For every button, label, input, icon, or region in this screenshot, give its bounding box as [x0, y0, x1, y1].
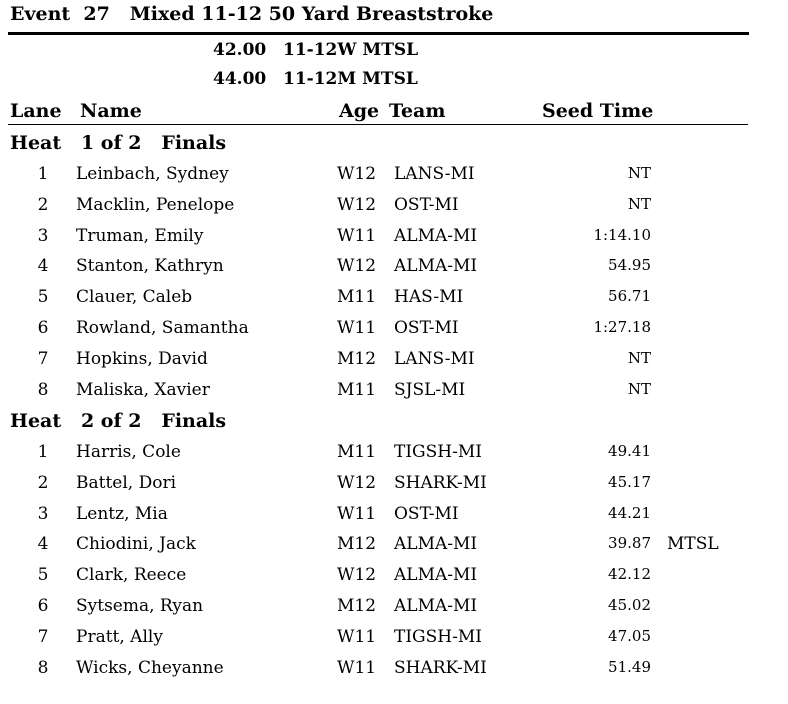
seed-time: NT [627, 380, 651, 398]
lane-number: 4 [37, 256, 49, 276]
seed-time: 39.87 [608, 534, 651, 552]
table-row [0, 164, 788, 195]
lane-number: 5 [37, 565, 49, 585]
table-row [0, 256, 788, 287]
lane-number: 3 [37, 226, 49, 246]
swimmer-name: Truman, Emily [76, 226, 204, 246]
swimmer-team: ALMA-MI [394, 565, 478, 585]
swimmer-team: HAS-MI [394, 287, 464, 307]
swimmer-age: W12 [337, 565, 377, 585]
swimmer-name: Maliska, Xavier [76, 380, 210, 400]
swimmer-name: Battel, Dori [76, 473, 177, 493]
lane-number: 1 [37, 442, 49, 462]
lane-number: 2 [37, 473, 49, 493]
swimmer-age: W11 [337, 658, 377, 678]
table-row [0, 318, 788, 349]
swimmer-team: TIGSH-MI [394, 442, 482, 462]
swimmer-team: LANS-MI [394, 349, 475, 369]
table-row [0, 565, 788, 596]
swimmer-name: Stanton, Kathryn [76, 256, 224, 276]
heat-header: Heat 2 of 2 Finals [10, 410, 227, 432]
swimmer-age: W12 [337, 256, 377, 276]
swimmer-name: Wicks, Cheyanne [76, 658, 224, 678]
swimmer-age: W11 [337, 504, 377, 524]
swimmer-name: Rowland, Samantha [76, 318, 249, 338]
seed-time: 47.05 [608, 627, 651, 645]
column-header-lane: Lane [10, 100, 62, 122]
seed-time: 45.02 [608, 596, 651, 614]
lane-number: 7 [37, 627, 49, 647]
table-row [0, 658, 788, 689]
swimmer-age: M11 [337, 287, 377, 307]
swimmer-team: ALMA-MI [394, 226, 478, 246]
seed-time: 49.41 [608, 442, 651, 460]
column-header-seed-time: Seed Time [542, 100, 654, 122]
table-row [0, 380, 788, 411]
swimmer-team: SHARK-MI [394, 658, 487, 678]
table-row [0, 473, 788, 504]
seed-time: 42.12 [608, 565, 651, 583]
lane-number: 6 [37, 596, 49, 616]
swimmer-age: W11 [337, 627, 377, 647]
standard-label: 11-12W MTSL [283, 40, 419, 60]
swimmer-age: W11 [337, 226, 377, 246]
swimmer-name: Leinbach, Sydney [76, 164, 229, 184]
seed-time: 1:14.10 [593, 226, 651, 244]
swimmer-team: SHARK-MI [394, 473, 487, 493]
swimmer-name: Hopkins, David [76, 349, 208, 369]
standard-time: 44.00 [213, 69, 267, 89]
lane-number: 6 [37, 318, 49, 338]
swimmer-team: ALMA-MI [394, 534, 478, 554]
header-divider [8, 124, 748, 125]
swimmer-age: M11 [337, 442, 377, 462]
swimmer-age: W11 [337, 318, 377, 338]
seed-time: 44.21 [608, 504, 651, 522]
table-row [0, 442, 788, 473]
table-row [0, 287, 788, 318]
heat-header: Heat 1 of 2 Finals [10, 132, 227, 154]
lane-number: 3 [37, 504, 49, 524]
swimmer-team: TIGSH-MI [394, 627, 482, 647]
lane-number: 2 [37, 195, 49, 215]
table-row [0, 627, 788, 658]
swimmer-name: Lentz, Mia [76, 504, 168, 524]
standard-line [213, 40, 418, 60]
seed-time: 54.95 [608, 256, 651, 274]
swimmer-team: ALMA-MI [394, 596, 478, 616]
swimmer-age: W12 [337, 164, 377, 184]
table-row [0, 504, 788, 535]
swimmer-name: Harris, Cole [76, 442, 181, 462]
column-header-name: Name [80, 100, 142, 122]
swimmer-name: Pratt, Ally [76, 627, 163, 647]
table-row [0, 596, 788, 627]
table-row [0, 349, 788, 380]
swimmer-team: OST-MI [394, 318, 459, 338]
swimmer-age: W12 [337, 473, 377, 493]
table-row [0, 226, 788, 257]
lane-number: 8 [37, 658, 49, 678]
seed-time: NT [627, 164, 651, 182]
lane-number: 4 [37, 534, 49, 554]
swimmer-name: Sytsema, Ryan [76, 596, 204, 616]
swimmer-team: LANS-MI [394, 164, 475, 184]
swimmer-age: M12 [337, 596, 377, 616]
lane-number: 7 [37, 349, 49, 369]
swimmer-age: M12 [337, 349, 377, 369]
swimmer-team: SJSL-MI [394, 380, 466, 400]
seed-time: 1:27.18 [593, 318, 651, 336]
title-divider [8, 32, 749, 35]
standard-time: 42.00 [213, 40, 267, 60]
swimmer-name: Clark, Reece [76, 565, 187, 585]
event-title: Event 27 Mixed 11-12 50 Yard Breaststroke [10, 3, 494, 25]
swimmer-name: Chiodini, Jack [76, 534, 196, 554]
swimmer-age: M12 [337, 534, 377, 554]
column-header-team: Team [389, 100, 446, 122]
swimmer-team: OST-MI [394, 195, 459, 215]
swimmer-name: Clauer, Caleb [76, 287, 193, 307]
swimmer-age: M11 [337, 380, 377, 400]
standard-label: 11-12M MTSL [283, 69, 418, 89]
swimmer-name: Macklin, Penelope [76, 195, 235, 215]
table-row [0, 195, 788, 226]
swimmer-team: ALMA-MI [394, 256, 478, 276]
lane-number: 1 [37, 164, 49, 184]
seed-time: 51.49 [608, 658, 651, 676]
seed-time: NT [627, 349, 651, 367]
column-header-age: Age [339, 100, 380, 122]
seed-time: NT [627, 195, 651, 213]
time-standard: MTSL [667, 534, 719, 554]
seed-time: 45.17 [608, 473, 651, 491]
lane-number: 8 [37, 380, 49, 400]
lane-number: 5 [37, 287, 49, 307]
standard-line [213, 69, 418, 89]
seed-time: 56.71 [608, 287, 651, 305]
swimmer-team: OST-MI [394, 504, 459, 524]
table-row [0, 534, 788, 565]
swimmer-age: W12 [337, 195, 377, 215]
